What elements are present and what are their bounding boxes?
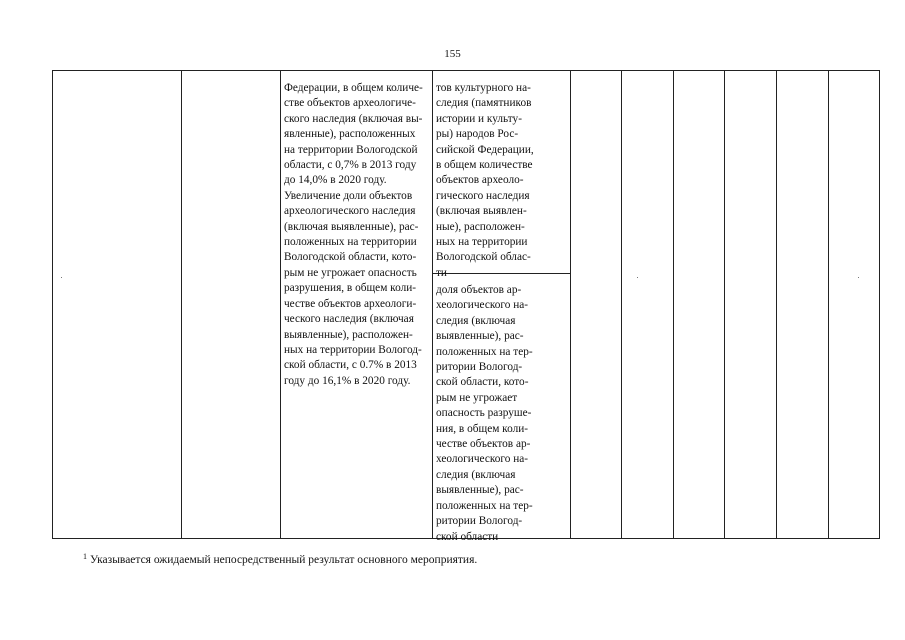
column-divider (181, 71, 182, 538)
footnote-text: Указывается ожидаемый непосредственный результат основного мероприятия. (90, 554, 478, 566)
indicator-cell-2: доля объектов ар- хеологического на- следия (включая выявленные), рас- положенных на тер- ритории Вологод- ской области, кото- рым не угрожает опасность разруше- ния, в общем коли- честве объектов ар- хеологического на- следия (включая выявленные), рас- положенных на тер- ритории Вологод- ской области (436, 284, 533, 543)
column-divider (828, 71, 829, 538)
expected-result-cell: Федерации, в общем количе- стве объектов археологиче- ского наследия (включая вы- явленные), расположенных на территории Вологодской области, с 0,7% в 2013 году до 14,0% в 2020 году. Увеличение доли объектов археологического наследия (включая выявленные), рас- положенных на территории Вологодской области, кото- рым не угрожает опасность разрушения, в общем коли- честве объектов археологи- ческого наследия (включая выявленные), расположен- ных на территории Вологод- ской области, с 0.7% в 2013 году до 16,1% в 2020 году. (284, 82, 423, 387)
column-divider (621, 71, 622, 538)
page-number: 155 (444, 48, 461, 60)
scan-speck (61, 277, 62, 278)
indicator-cell-1: тов культурного на- следия (памятников истории и культу- ры) народов Рос- сийской Федерации, в общем количестве объектов археоло- гического наследия (включая выявлен- ные), расположен- ных на территории Вологодской облас- ти (436, 82, 534, 279)
footnote (83, 552, 477, 566)
column-divider (280, 71, 281, 538)
indicators-table (52, 70, 880, 543)
column-divider (673, 71, 674, 538)
scan-speck (858, 277, 859, 278)
column-divider (776, 71, 777, 538)
column-divider (724, 71, 725, 538)
column-divider (570, 71, 571, 538)
footnote-marker: 1 (83, 552, 87, 561)
scan-speck (637, 277, 638, 278)
column-divider (432, 71, 433, 538)
